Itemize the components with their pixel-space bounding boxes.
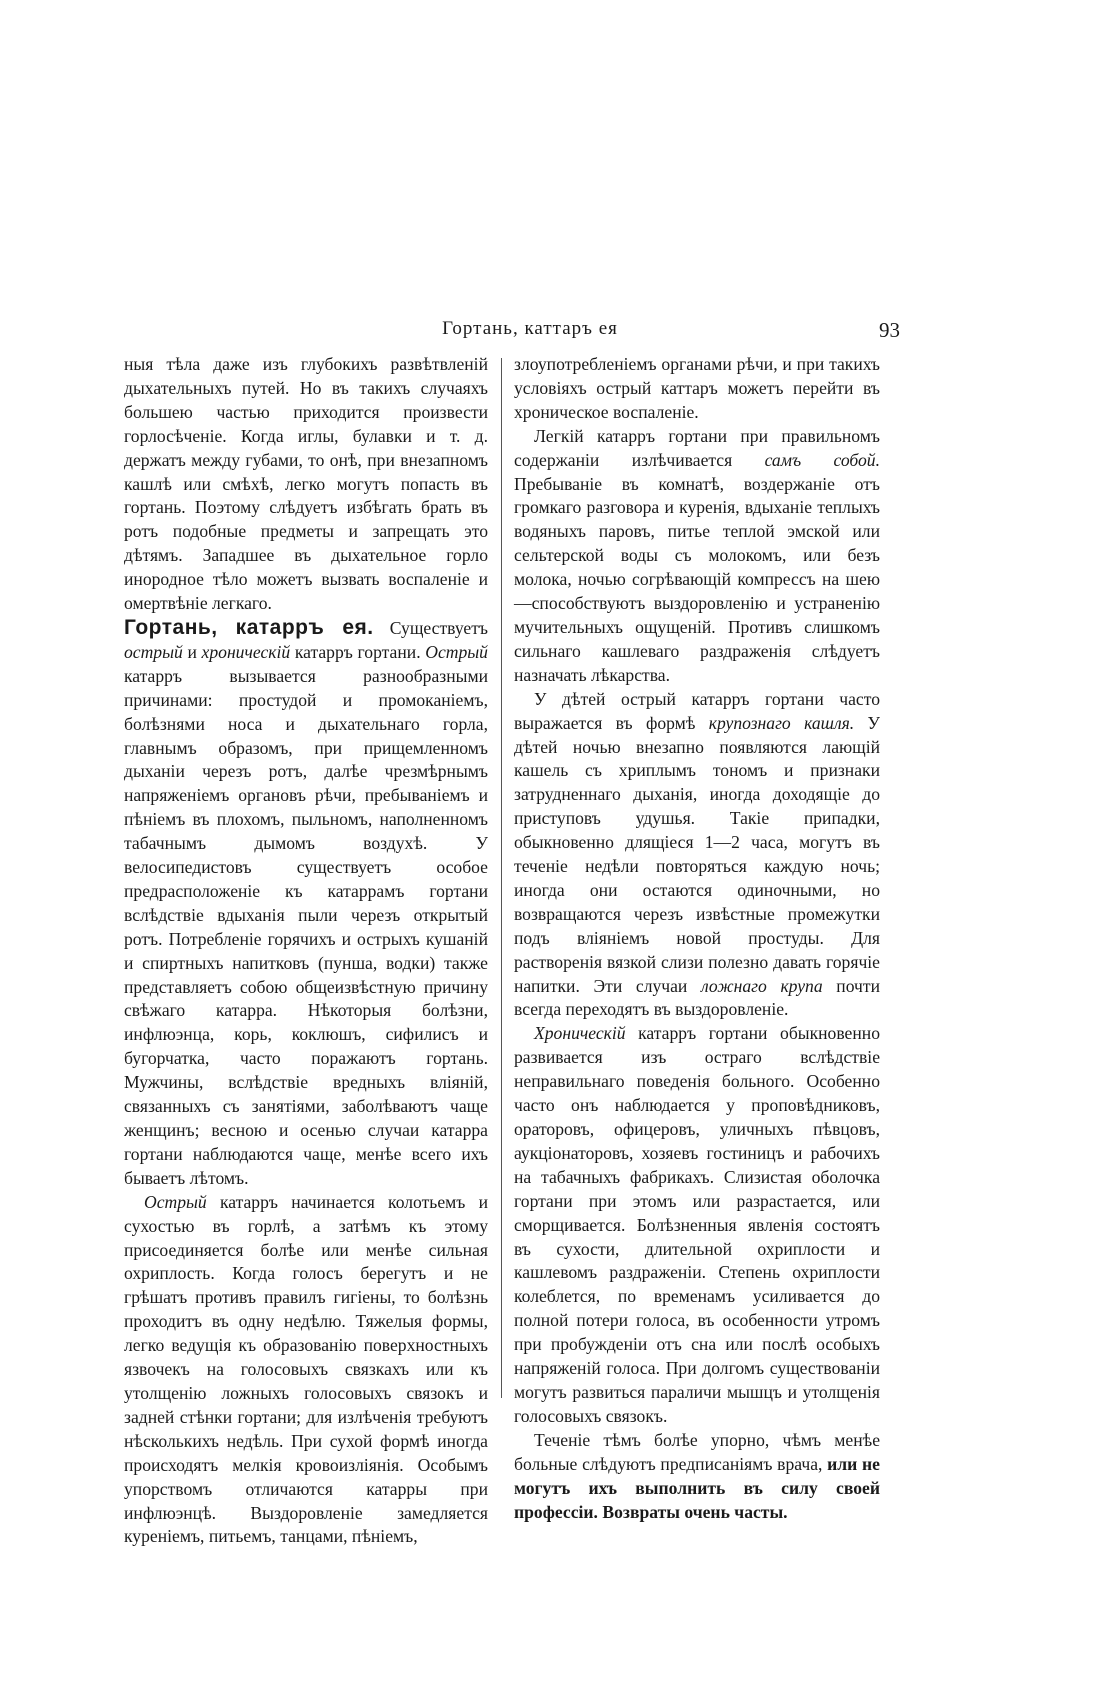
paragraph: ныя тѣла даже изъ глубокихъ развѣтвленій дыхательныхъ путей. Но въ такихъ случаяхъ большею частью приходится произвести горлосѣченіе. Когда иглы, булавки и т. д. держатъ между губами, то онѣ, при внезапномъ кашлѣ или смѣхѣ, легко могутъ попасть въ гортань. Поэтому слѣдуетъ избѣгать брать въ ротъ подобные предметы и запрещать это дѣтямъ. Западшее въ дыхательное горло инородное тѣло можетъ вызвать воспаленіе и омертвѣніе легкаго. bbox=[124, 354, 488, 614]
text-run: катарръ вызывается разнообразными причинами: простудой и промоканіемъ, болѣзнями носа и дыхательнаго горла, главнымъ образомъ, при прищемленномъ дыханіи черезъ ротъ, далѣе чрезмѣрнымъ напряженіемъ органовъ рѣчи, пребываніемъ и пѣніемъ въ плохомъ, пыльномъ, наполненномъ табачнымъ дымомъ воздухѣ. У велосипедистовъ существуетъ особое предрасположеніе къ катаррамъ гортани вслѣдствіе вдыханія пыли черезъ открытый ротъ. Потребленіе горячихъ и острыхъ кушаній и спиртныхъ напитковъ (пунша, водки) также представляетъ собою общеизвѣстную причину свѣжаго катарра. Нѣкоторыя болѣзни, инфлюэнца, корь, коклюшъ, сифилисъ и бугорчатка, часто поражаютъ гортань. Мужчины, вслѣдствіе вредныхъ вліяній, связанныхъ съ занятіями, заболѣваютъ чаще женщинъ; весною и осенью случаи катарра гортани наблюдаются чаще, менѣе всего ихъ бываетъ лѣтомъ. bbox=[124, 665, 488, 1188]
entry-headword: Гортань, катарръ ея. bbox=[124, 615, 374, 639]
emphasis-text: острый bbox=[124, 641, 183, 662]
emphasis-text: Хроническій bbox=[534, 1023, 626, 1044]
text-run: Существуетъ bbox=[373, 617, 488, 638]
emphasis-text: Острый bbox=[144, 1191, 207, 1212]
left-column bbox=[124, 353, 488, 1549]
paragraph bbox=[124, 1191, 488, 1550]
text-run: почти всегда переходятъ въ выздоровленіе. bbox=[514, 975, 880, 1020]
running-head: Гортань, каттаръ ея bbox=[442, 318, 618, 339]
emphasis-text: самъ собой. bbox=[764, 449, 880, 470]
text-run: Пребываніе въ комнатѣ, воздержаніе отъ громкаго разговора и куренія, вдыханіе теплыхъ водяныхъ паровъ, питье теплой эмской или сельтерской воды съ молокомъ, или безъ молока, ночью согрѣвающій компрессъ на шею—способствуютъ выздоровленію и устраненію мучительныхъ ощущеній. Противъ слишкомъ сильнаго кашлеваго раздраженія слѣдуетъ назначать лѣкарства. bbox=[514, 473, 880, 685]
bold-text: или не могутъ ихъ выполнить въ силу своей профессіи. Возвраты очень часты. bbox=[514, 1453, 880, 1522]
text-run: катарръ гортани. bbox=[290, 641, 426, 662]
text-run: катарръ гортани обыкновенно развивается изъ остраго вслѣдствіе неправильнаго поведенія больного. Особенно часто онъ наблюдается у проповѣдниковъ, ораторовъ, офицеровъ, уличныхъ пѣвцовъ, аукціонаторовъ, хозяевъ гостиницъ и рабочихъ на табачныхъ фабрикахъ. Слизистая оболочка гортани при этомъ или разрастается, или сморщивается. Болѣзненныя явленія состоятъ въ сухости, длительной охриплости и кашлевомъ раздраженіи. Степень охриплости колеблется, по временамъ усиливается до полной потери голоса, въ особенности утромъ при пробужденіи отъ сна или послѣ особыхъ напряженій голоса. При долгомъ существованіи могутъ развиться параличи мышцъ и утолщенія голосовыхъ связокъ. bbox=[514, 1023, 880, 1426]
emphasis-text: Острый bbox=[425, 641, 488, 662]
text-run: Теченіе тѣмъ болѣе упорно, чѣмъ менѣе больные слѣдуютъ предписаніямъ врача, bbox=[514, 1429, 880, 1474]
emphasis-text: ложнаго крупа bbox=[701, 975, 823, 996]
right-column bbox=[514, 353, 880, 1524]
page-header bbox=[100, 318, 900, 352]
text-run: и bbox=[182, 641, 202, 662]
text-run: катарръ начинается колотьемъ и сухостью въ горлѣ, а затѣмъ къ этому присоединяется болѣе или менѣе сильная охриплость. Когда голосъ берегутъ и не грѣшатъ противъ правилъ гигіены, то болѣзнь проходитъ въ одну недѣлю. Тяжелыя формы, легко ведущія къ образованію поверхностныхъ язвочекъ на голосовыхъ связкахъ или къ утолщенію ложныхъ голосовыхъ связокъ и задней стѣнки гортани; для излѣченія требуютъ нѣсколькихъ недѣль. При сухой формѣ иногда происходятъ мелкія кровоизліянія. Особымъ упорствомъ отличаются катарры при инфлюэнцѣ. Выздоровленіе замедляется куреніемъ, питьемъ, танцами, пѣніемъ, bbox=[124, 1191, 488, 1547]
text-run: У дѣтей ночью внезапно появляются лающій кашель съ хриплымъ тономъ и признаки затрудненнаго дыханія, иногда доходящіе до приступовъ удушья. Такіе припадки, обыкновенно длящіеся 1—2 часа, могутъ въ теченіе недѣли повторяться каждую ночь; иногда они остаются одиночными, но возвращаются черезъ извѣстные промежутки подъ вліяніемъ новой простуды. Для растворенія вязкой слизи полезно давать горячіе напитки. Эти случаи bbox=[514, 712, 880, 996]
paragraph: злоупотребленіемъ органами рѣчи, и при такихъ условіяхъ острый каттаръ можетъ перейти въ хроническое воспаленіе. bbox=[514, 354, 880, 422]
paragraph bbox=[514, 425, 880, 688]
entry-paragraph bbox=[124, 616, 488, 1191]
page-number: 93 bbox=[879, 318, 900, 342]
text-run: Легкій катарръ гортани при правильномъ содержаніи излѣчивается bbox=[514, 425, 880, 470]
column-divider bbox=[501, 358, 502, 1398]
emphasis-text: крупознаго кашля. bbox=[708, 712, 855, 733]
text-run: У дѣтей острый катарръ гортани часто выражается въ формѣ bbox=[514, 688, 880, 733]
paragraph bbox=[514, 1022, 880, 1428]
paragraph bbox=[514, 1429, 880, 1525]
paragraph bbox=[514, 688, 880, 1023]
emphasis-text: хроническій bbox=[201, 641, 291, 662]
